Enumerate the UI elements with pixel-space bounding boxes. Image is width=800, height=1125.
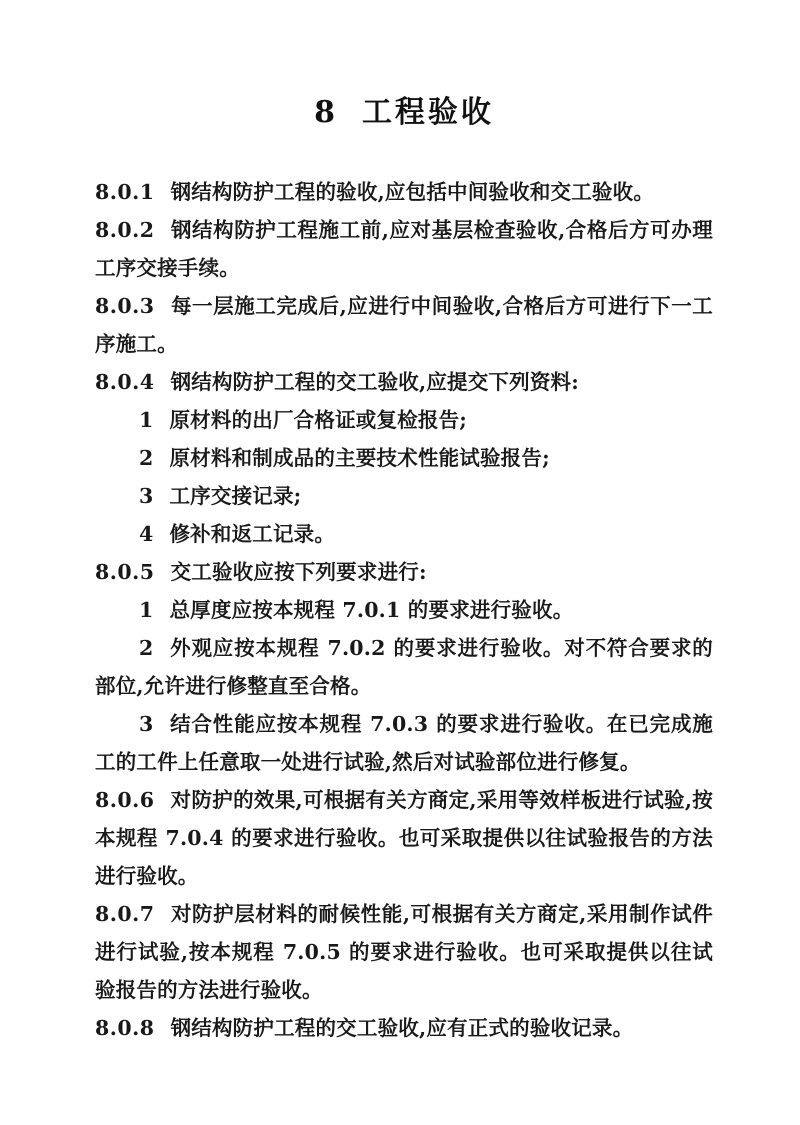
clause-text: 钢结构防护工程的交工验收,应有正式的验收记录。: [170, 1016, 634, 1040]
list-item-text: 原材料和制成品的主要技术性能试验报告;: [169, 446, 550, 470]
clause-number: 8.0.1: [95, 180, 155, 204]
list-item-number: 1: [139, 408, 154, 432]
clause-8-0-7: [95, 895, 713, 1009]
list-item: [95, 705, 713, 781]
clause-number: 8.0.3: [95, 294, 155, 318]
clause-8-0-5: [95, 553, 713, 591]
list-item-text: 外观应按本规程 7.0.2 的要求进行验收。对不符合要求的部位,允许进行修整直至合格。: [95, 636, 713, 698]
list-item: [95, 591, 713, 629]
clause-number: 8.0.8: [95, 1016, 155, 1040]
list-item: [95, 401, 713, 439]
list-item-text: 结合性能应按本规程 7.0.3 的要求进行验收。在已完成施工的工件上任意取一处进行试验,然后对试验部位进行修复。: [95, 712, 713, 774]
list-item: [95, 629, 713, 705]
page-content: [95, 0, 713, 1047]
clause-8-0-3: [95, 287, 713, 363]
chapter-name: 工程验收: [361, 95, 494, 130]
clause-number: 8.0.6: [95, 788, 155, 812]
list-item: [95, 515, 713, 553]
clause-text: 钢结构防护工程的交工验收,应提交下列资料:: [170, 370, 579, 394]
clause-number: 8.0.2: [95, 218, 155, 242]
body-text: [95, 173, 713, 1047]
clause-number: 8.0.5: [95, 560, 155, 584]
clause-text: 钢结构防护工程施工前,应对基层检查验收,合格后方可办理工序交接手续。: [95, 218, 713, 280]
list-item-number: 4: [139, 522, 154, 546]
list-item-number: 3: [139, 712, 154, 736]
clause-text: 对防护层材料的耐候性能,可根据有关方商定,采用制作试件进行试验,按本规程 7.0.5 的要求进行验收。也可采取提供以往试验报告的方法进行验收。: [95, 902, 713, 1002]
list-item-number: 1: [139, 598, 154, 622]
list-item: [95, 439, 713, 477]
list-item-text: 原材料的出厂合格证或复检报告;: [169, 408, 468, 432]
clause-text: 交工验收应按下列要求进行:: [170, 560, 427, 584]
clause-text: 钢结构防护工程的验收,应包括中间验收和交工验收。: [170, 180, 655, 204]
list-item-text: 修补和返工记录。: [169, 522, 336, 546]
clause-8-0-1: [95, 173, 713, 211]
list-item-number: 2: [139, 636, 154, 660]
list-item: [95, 477, 713, 515]
clause-number: 8.0.4: [95, 370, 155, 394]
clause-8-0-6: [95, 781, 713, 895]
clause-8-0-8: [95, 1009, 713, 1047]
clause-number: 8.0.7: [95, 902, 155, 926]
clause-8-0-4: [95, 363, 713, 401]
clause-text: 每一层施工完成后,应进行中间验收,合格后方可进行下一工序施工。: [95, 294, 713, 356]
list-item-text: 工序交接记录;: [169, 484, 302, 508]
list-item-number: 2: [139, 446, 154, 470]
clause-8-0-2: [95, 211, 713, 287]
page-title: [95, 0, 713, 129]
list-item-number: 3: [139, 484, 154, 508]
chapter-number: 8: [314, 95, 336, 130]
list-item-text: 总厚度应按本规程 7.0.1 的要求进行验收。: [169, 598, 574, 622]
clause-text: 对防护的效果,可根据有关方商定,采用等效样板进行试验,按本规程 7.0.4 的要求进行验收。也可采取提供以往试验报告的方法进行验收。: [95, 788, 713, 888]
